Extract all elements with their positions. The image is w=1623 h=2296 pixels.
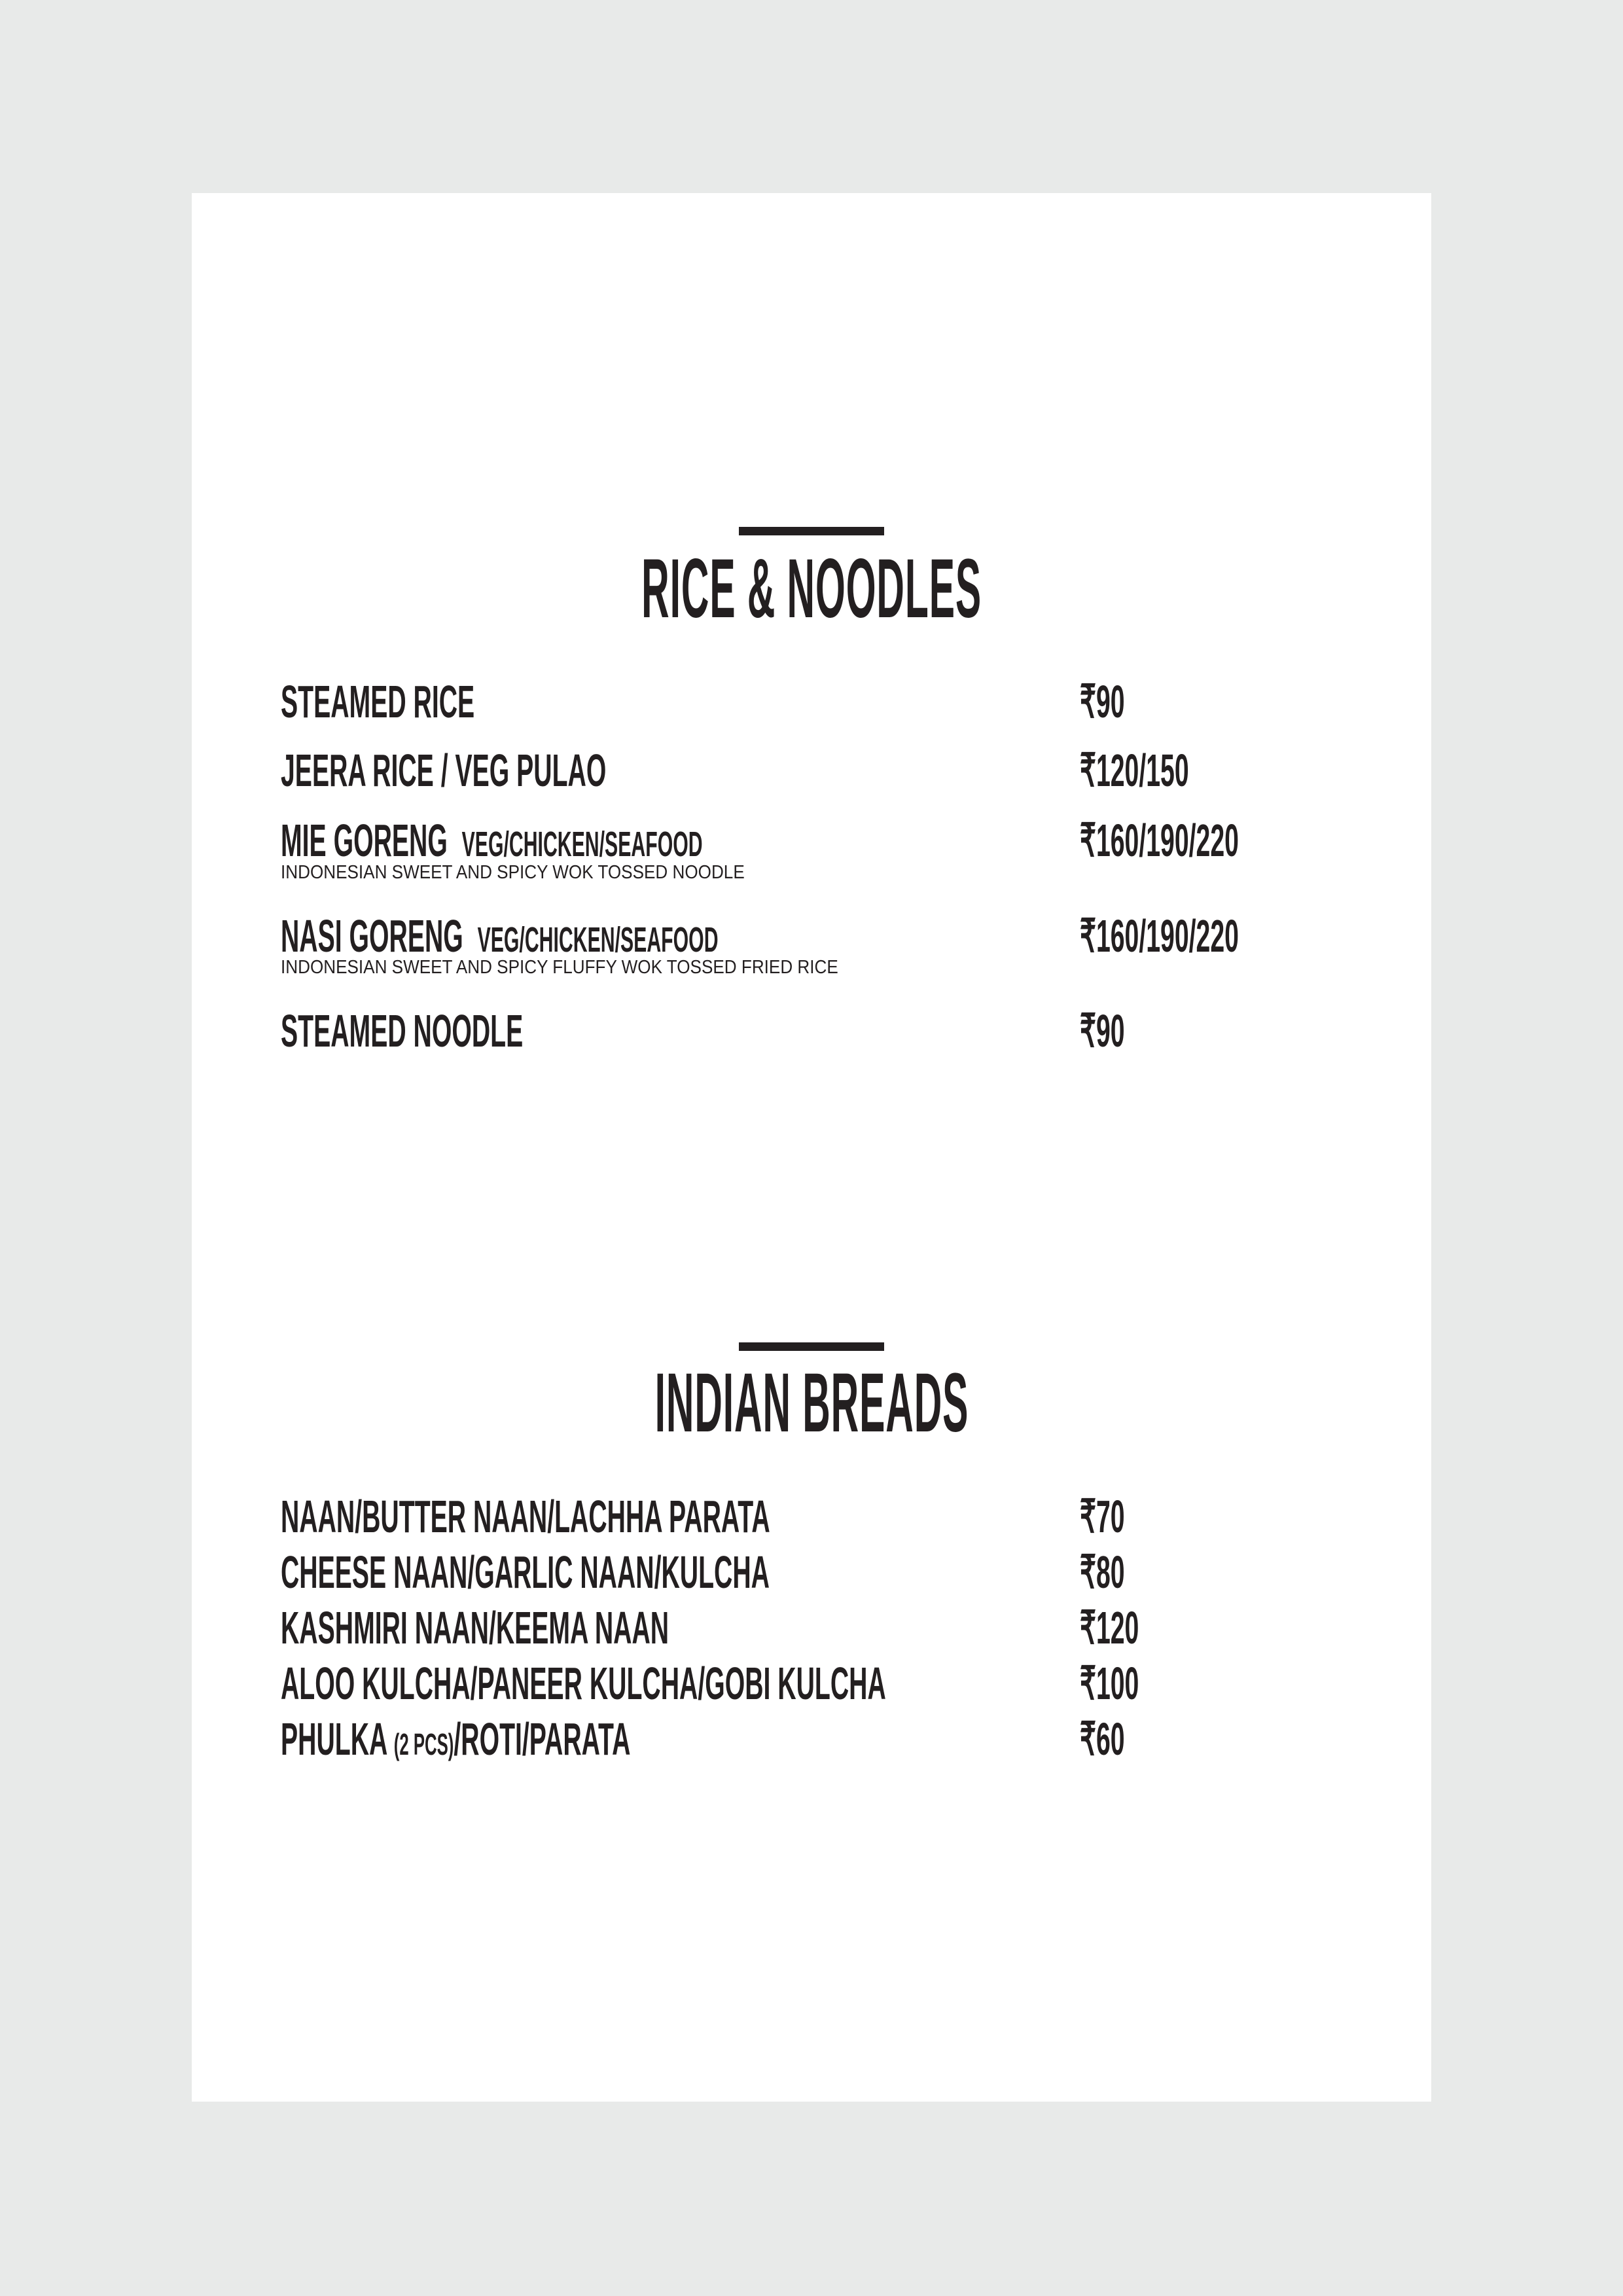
item-variants: VEG/CHICKEN/SEAFOOD bbox=[477, 920, 719, 960]
menu-item bbox=[281, 817, 1034, 867]
item-price: ₹160/190/220 bbox=[1080, 910, 1239, 961]
item-description: INDONESIAN SWEET AND SPICY FLUFFY WOK TOSSED FRIED RICE bbox=[281, 957, 838, 978]
item-name: NASI GORENG bbox=[281, 910, 463, 961]
item-name: STEAMED RICE bbox=[281, 676, 475, 727]
item-price: ₹90 bbox=[1080, 676, 1125, 727]
menu-item bbox=[281, 1602, 974, 1653]
item-price: ₹120 bbox=[1080, 1602, 1139, 1653]
section-title-indian-breads: INDIAN BREADS bbox=[654, 1356, 969, 1450]
item-name: NAAN/BUTTER NAAN/LACHHA PARATA bbox=[281, 1491, 770, 1542]
item-price: ₹60 bbox=[1080, 1713, 1125, 1765]
section-divider-bar bbox=[739, 527, 884, 535]
menu-item bbox=[281, 1491, 1154, 1542]
menu-page bbox=[192, 193, 1431, 2102]
item-name: MIE GORENG bbox=[281, 815, 448, 866]
section-divider-bar bbox=[739, 1342, 884, 1351]
item-price: ₹90 bbox=[1080, 1005, 1125, 1056]
item-name: STEAMED NOODLE bbox=[281, 1005, 524, 1056]
item-name: JEERA RICE / VEG PULAO bbox=[281, 745, 607, 796]
item-name: KASHMIRI NAAN/KEEMA NAAN bbox=[281, 1602, 669, 1653]
item-name: PHULKA bbox=[281, 1713, 387, 1765]
item-variants: VEG/CHICKEN/SEAFOOD bbox=[461, 825, 703, 864]
item-price: ₹70 bbox=[1080, 1491, 1125, 1542]
menu-item bbox=[281, 910, 1062, 963]
section-title-rice-noodles: RICE & NOODLES bbox=[641, 542, 982, 636]
menu-item bbox=[281, 1005, 713, 1056]
menu-item bbox=[281, 1658, 1361, 1709]
menu-item bbox=[281, 1547, 1154, 1598]
item-note: (2 PCS) bbox=[393, 1727, 454, 1761]
item-price: ₹160/190/220 bbox=[1080, 815, 1239, 866]
menu-item bbox=[281, 1713, 905, 1767]
item-name-suffix: /ROTI/PARATA bbox=[454, 1713, 631, 1765]
item-price: ₹120/150 bbox=[1080, 745, 1189, 796]
item-price: ₹100 bbox=[1080, 1658, 1139, 1709]
item-name: CHEESE NAAN/GARLIC NAAN/KULCHA bbox=[281, 1547, 770, 1598]
menu-item bbox=[281, 745, 862, 796]
item-price: ₹80 bbox=[1080, 1547, 1125, 1598]
menu-item bbox=[281, 676, 627, 727]
item-name: ALOO KULCHA/PANEER KULCHA/GOBI KULCHA bbox=[281, 1658, 886, 1709]
item-description: INDONESIAN SWEET AND SPICY WOK TOSSED NOODLE bbox=[281, 862, 745, 883]
